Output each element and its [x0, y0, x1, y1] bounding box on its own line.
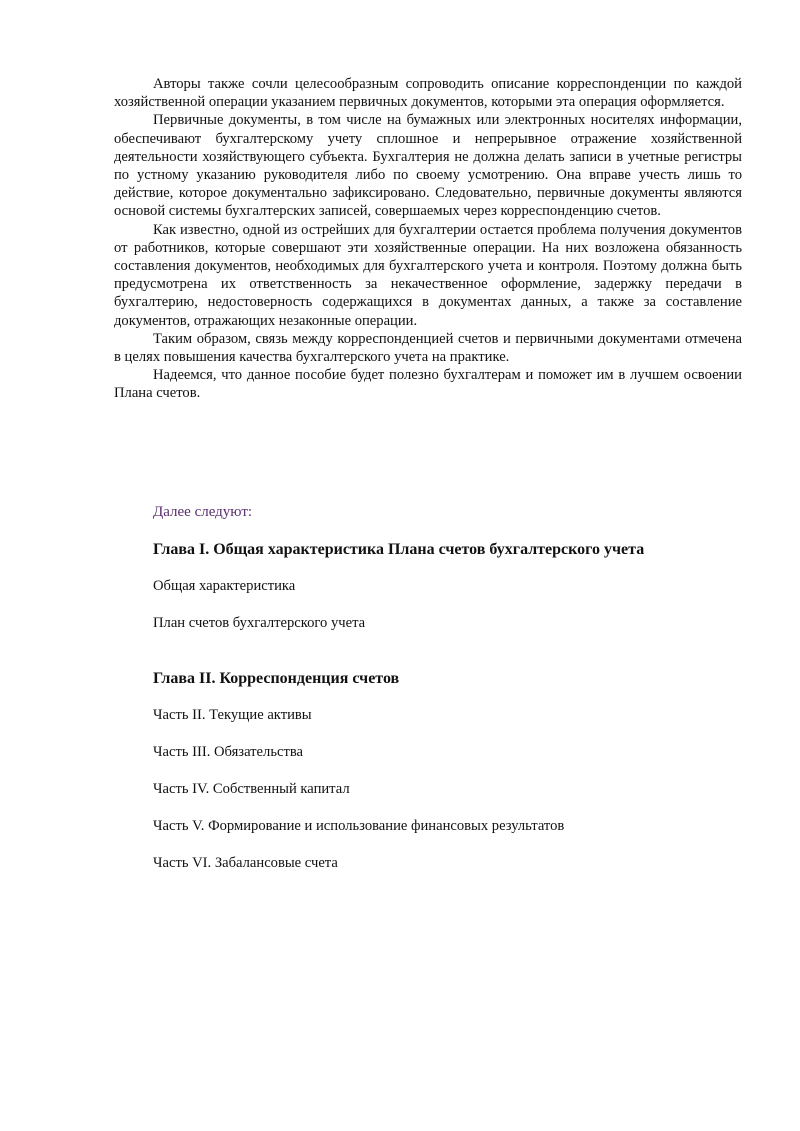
paragraph: Таким образом, связь между корреспонденцией счетов и первичными документами отмечена в целях повышения качества бухгалтерского учета на практике.	[114, 330, 742, 366]
toc-item: Часть V. Формирование и использование финансовых результатов	[153, 818, 565, 834]
paragraph: Как известно, одной из острейших для бухгалтерии остается проблема получения документов от работников, которые совершают эти хозяйственные операции. На них возложена обязанность составления документов, необходимых для бухгалтерского учета и контроля. Поэтому должна быть предусмотрена их ответственность за некачественное оформление, задержку передачи в бухгалтерию, недостоверность содержащихся в документах данных, а также за составление документов, отражающих незаконные операции.	[114, 221, 742, 329]
toc-intro: Далее следуют:	[153, 504, 253, 520]
toc-item: План счетов бухгалтерского учета	[153, 615, 366, 631]
paragraph: Первичные документы, в том числе на бумажных или электронных носителях информации, обеспечивают бухгалтерскому учету сплошное и непрерывное отражение хозяйственной деятельности хозяйствующего субъекта. Бухгалтерия не должна делать записи в учетные регистры по устному указанию руководителя либо по своему усмотрению. Она вправе учесть лишь то действие, которое документально зафиксировано. Следовательно, первичные документы являются основой системы бухгалтерских записей, совершаемых через корреспонденцию счетов.	[114, 112, 742, 220]
body-text	[114, 75, 742, 403]
section-spacer	[153, 651, 753, 669]
toc-item: Часть II. Текущие активы	[153, 707, 312, 723]
toc-item: Часть III. Обязательства	[153, 744, 303, 760]
table-of-contents	[153, 503, 753, 891]
toc-item: Часть VI. Забалансовые счета	[153, 855, 338, 871]
toc-item: Общая характеристика	[153, 578, 296, 594]
toc-item: Часть IV. Собственный капитал	[153, 781, 350, 797]
paragraph: Авторы также сочли целесообразным сопроводить описание корреспонденции по каждой хозяйственной операции указанием первичных документов, которыми эта операция оформляется.	[114, 76, 742, 111]
paragraph: Надеемся, что данное пособие будет полезно бухгалтерам и поможет им в лучшем освоении Плана счетов.	[114, 367, 742, 402]
chapter-2-heading: Глава II. Корреспонденция счетов	[153, 670, 400, 687]
chapter-1-heading: Глава I. Общая характеристика Плана счетов бухгалтерского учета	[153, 541, 645, 558]
